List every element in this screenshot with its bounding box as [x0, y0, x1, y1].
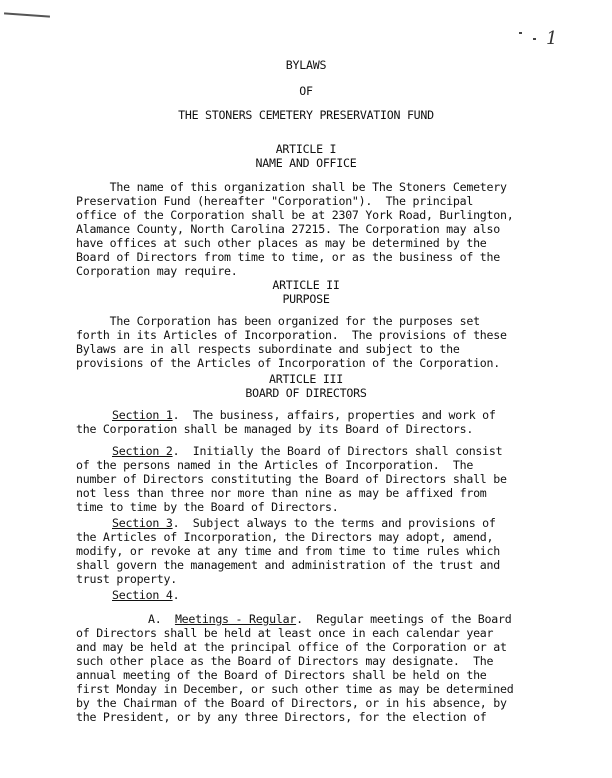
subsection-a-letter: A. [148, 612, 162, 626]
text-line: office of the Corporation shall be at 2307 York Road, Burlington, [76, 208, 514, 222]
article-2-subheading: PURPOSE [282, 292, 330, 306]
scan-artifact-dot [533, 38, 536, 40]
text-span: . [172, 588, 180, 602]
text-line: forth in its Articles of Incorporation. The provisions of these [76, 328, 507, 342]
text-line: Alamance County, North Carolina 27215. The Corporation may also [76, 222, 500, 236]
text-line: of the persons named in the Articles of Incorporation. The [76, 458, 474, 472]
text-line: and may be held at the principal office of the Corporation or at [76, 640, 507, 654]
text-line: not less than three nor more than nine as may be affixed from [76, 486, 487, 500]
text-line: trust property. [76, 572, 177, 586]
page-number: 1 [546, 28, 558, 49]
article-3-heading: ARTICLE III [268, 372, 344, 386]
subsection-a-title: Meetings - Regular [174, 612, 297, 626]
text-line: the Corporation shall be managed by its Board of Directors. [76, 422, 474, 436]
text-line: by the Chairman of the Board of Directors, or in his absence, by [76, 696, 507, 710]
text-line: Bylaws are in all respects subordinate and subject to the [76, 342, 460, 356]
text-line: Board of Directors from time to time, or as the business of the [76, 250, 500, 264]
article-2-heading: ARTICLE II [272, 278, 340, 292]
section-1-first-line [112, 408, 496, 422]
text-span: . Subject always to the terms and provisions of [172, 516, 496, 530]
section-4-label: Section 4 [112, 588, 173, 602]
text-line: of Directors shall be held at least once in each calendar year [76, 626, 494, 640]
section-3-first-line [112, 516, 496, 530]
text-line: the Articles of Incorporation, the Directors may adopt, amend, [76, 530, 494, 544]
text-line: The name of this organization shall be The Stoners Cemetery [76, 180, 507, 194]
text-line: number of Directors constituting the Board of Directors shall be [76, 472, 507, 486]
section-3-label: Section 3 [112, 516, 173, 530]
text-line: the President, or by any three Directors, for the election of [76, 710, 487, 724]
text-line: annual meeting of the Board of Directors shall be held on the [76, 668, 487, 682]
section-2-label: Section 2 [112, 444, 173, 458]
article-1-heading: ARTICLE I [275, 142, 337, 156]
text-line: Preservation Fund (hereafter "Corporation"). The principal [76, 194, 474, 208]
text-line: first Monday in December, or such other time as may be determined [76, 682, 514, 696]
document-title: BYLAWS [285, 58, 327, 72]
text-line: provisions of the Articles of Incorporation of the Corporation. [76, 356, 500, 370]
text-span: . The business, affairs, properties and work of [172, 408, 496, 422]
scan-artifact-dot [519, 32, 522, 34]
document-title-of: OF [299, 84, 313, 98]
scan-artifact-mark [4, 12, 50, 17]
organization-name: THE STONERS CEMETERY PRESERVATION FUND [178, 108, 434, 122]
article-1-subheading: NAME AND OFFICE [255, 156, 357, 170]
text-span: . Initially the Board of Directors shall consist [172, 444, 503, 458]
subsection-a-first-line [148, 612, 511, 626]
text-line: modify, or revoke at any time and from time to time rules which [76, 544, 500, 558]
text-line: time to time by the Board of Directors. [76, 500, 339, 514]
text-line: shall govern the management and administration of the trust and [76, 558, 500, 572]
text-line: have offices at such other places as may be determined by the [76, 236, 487, 250]
text-span: . Regular meetings of the Board [296, 612, 512, 626]
text-line: The Corporation has been organized for the purposes set [76, 314, 480, 328]
text-line: such other place as the Board of Directors may designate. The [76, 654, 494, 668]
text-line: Corporation may require. [76, 264, 238, 278]
article-3-subheading: BOARD OF DIRECTORS [245, 386, 367, 400]
section-4-first-line [112, 588, 179, 602]
section-2-first-line [112, 444, 502, 458]
section-1-label: Section 1 [112, 408, 173, 422]
